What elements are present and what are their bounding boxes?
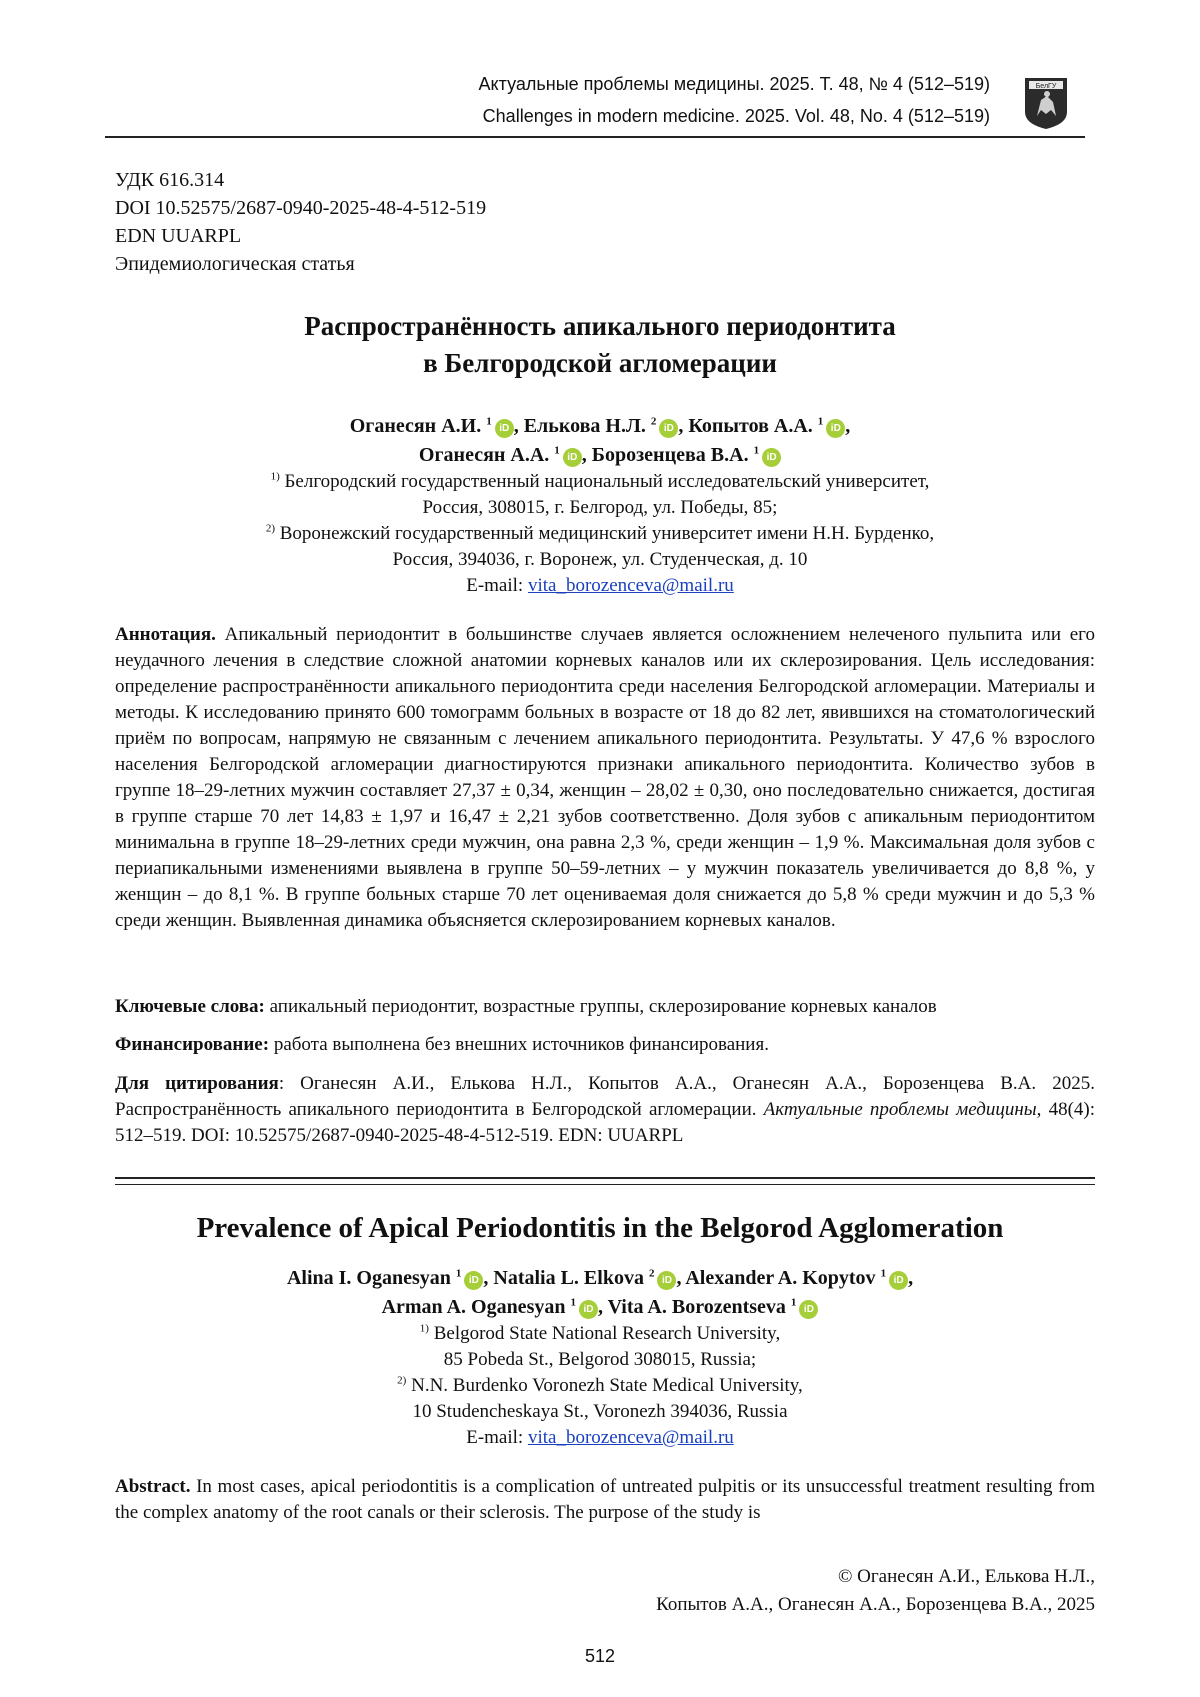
author-name: Оганесян А.И.: [349, 415, 482, 437]
citation-text: : Оганесян А.И., Елькова Н.Л., Копытов А.А., Оганесян А.А., Борозенцева В.А. 2025. Распространённость апикального периодонтита в Белгородской агломерации.: [115, 1073, 1095, 1120]
author-name: Natalia L. Elkova: [493, 1267, 644, 1289]
authors-en: [0, 1264, 1200, 1322]
affiliation-1: Belgorod State National Research University,: [433, 1323, 781, 1344]
abstract-ru: [115, 622, 1095, 934]
author-name: Оганесян А.А.: [418, 444, 550, 466]
author-name: Vita A. Borozentseva: [607, 1296, 786, 1318]
email-label: E-mail:: [466, 575, 524, 596]
orcid-icon[interactable]: iD: [659, 419, 678, 438]
orcid-icon[interactable]: iD: [762, 448, 781, 467]
author-sup: 1: [554, 444, 560, 457]
author-sup: 1: [753, 444, 760, 457]
affiliation-1: Белгородский государственный национальный исследовательский университет,: [284, 471, 930, 492]
abstract-ru-label: Аннотация.: [115, 624, 216, 645]
journal-header-ru: Актуальные проблемы медицины. 2025. Т. 48, № 4 (512–519): [478, 74, 990, 94]
affiliation-2: N.N. Burdenko Voronezh State Medical University,: [411, 1375, 803, 1396]
authors-en-line2: Arman A. Oganesyan $^1$iD , Vita A. Borozentseva $^1$iD: [0, 1293, 1200, 1322]
funding-ru: [115, 1032, 1095, 1058]
abstract-en-label: Abstract.: [115, 1476, 191, 1497]
author-sup: 2: [648, 1267, 655, 1280]
author-sup: 1: [570, 1296, 576, 1309]
orcid-icon[interactable]: iD: [826, 419, 845, 438]
title-en: Prevalence of Apical Periodontitis in the Belgorod Agglomeration: [196, 1212, 1004, 1244]
title-ru: [0, 308, 1200, 382]
keywords-text: апикальный периодонтит, возрастные группы, склерозирование корневых каналов: [269, 996, 937, 1017]
authors-ru-line2: Оганесян А.А. $^1$iD , Борозенцева В.А. $^1$iD: [0, 441, 1200, 470]
affiliation-2-address: Россия, 394036, г. Воронеж, ул. Студенческая, д. 10: [392, 549, 808, 570]
citation-ru: [115, 1071, 1095, 1149]
udk: УДК 616.314: [115, 169, 225, 191]
authors-ru: [0, 412, 1200, 470]
copyright-line2: Копытов А.А., Оганесян А.А., Борозенцева В.А., 2025: [656, 1594, 1095, 1615]
aff-sup: 1): [270, 470, 280, 483]
edn: EDN UUARPL: [115, 225, 242, 247]
copyright-line1: © Оганесян А.И., Елькова Н.Л.,: [837, 1566, 1095, 1587]
funding-text: работа выполнена без внешних источников финансирования.: [273, 1034, 769, 1055]
author-sup: 1: [790, 1296, 797, 1309]
author-name: Arman A. Oganesyan: [381, 1296, 566, 1318]
author-sup: 1: [455, 1267, 462, 1280]
author-sup: 1: [880, 1267, 887, 1280]
affiliations-ru: [0, 469, 1200, 599]
author-sup: 1: [486, 415, 492, 428]
orcid-icon[interactable]: iD: [464, 1271, 483, 1290]
citation-journal: Актуальные проблемы медицины: [763, 1099, 1037, 1120]
abstract-ru-text: Апикальный периодонтит в большинстве случаев является осложнением нелеченого пульпита или его неудачного лечения в следствие сложной анатомии корневых каналов или их склерозирования. Цель исследования: определение распространённости апикального периодонтита среди населения Белгородской агломерации. Материалы и методы. К исследованию принято 600 томограмм больных в возрасте от 18 до 82 лет, явившихся на стоматологический приём по вопросам, напрямую не связанным с лечением апикального периодонтита. Результаты. У 47,6 % взрослого населения Белгородской агломерации диагностируются признаки апикального периодонтита. Количество зубов в группе 18–29-летних мужчин составляет 27,37 ± 0,34, женщин – 28,02 ± 0,30, оно последовательно снижается, достигая в группе старше 70 лет 14,83 ± 1,97 и 16,47 ± 2,21 зубов соответственно. Доля зубов с апикальным периодонтитом минимальна в группе 18–29-летних среди мужчин, она равна 2,3 %, среди женщин – 1,9 %. Максимальная доля зубов с периапикальными изменениями выявлена в группе 50–59-летних – у мужчин показатель увеличивается до 8,8 %, у женщин – до 8,1 %. В группе больных старше 70 лет оцениваемая доля снижается до 5,8 % среди мужчин и до 5,3 % среди женщин. Выявленная динамика объясняется склерозированием корневых каналов.: [115, 624, 1095, 931]
abstract-en-text: In most cases, apical periodontitis is a complication of untreated pulpitis or its unsuccessful treatment resulting from the complex anatomy of the root canals or their sclerosis. The purpose of the study is: [115, 1476, 1096, 1523]
orcid-icon[interactable]: iD: [657, 1271, 676, 1290]
author-name: Елькова Н.Л.: [523, 415, 646, 437]
logo-text: БелГУ: [1035, 83, 1057, 90]
title-ru-line2: в Белгородской агломерации: [423, 348, 777, 378]
citation-label: Для цитирования: [115, 1073, 279, 1094]
doi: DOI 10.52575/2687-0940-2025-48-4-512-519: [115, 197, 487, 219]
copyright: [656, 1563, 1095, 1619]
author-name: Борозенцева В.А.: [591, 444, 749, 466]
affiliation-1-address: Россия, 308015, г. Белгород, ул. Победы, 85;: [422, 497, 778, 518]
affiliation-1-address: 85 Pobeda St., Belgorod 308015, Russia;: [443, 1349, 757, 1370]
affiliations-en: [0, 1321, 1200, 1451]
keywords-label: Ключевые слова:: [115, 996, 265, 1017]
affiliation-2-address: 10 Studencheskaya St., Voronezh 394036, Russia: [412, 1401, 788, 1422]
keywords-ru: [115, 994, 1095, 1020]
section-divider: [115, 1177, 1095, 1185]
orcid-icon[interactable]: iD: [799, 1300, 818, 1319]
author-name: Копытов А.А.: [688, 415, 813, 437]
authors-ru-line1: Оганесян А.И. $^1$iD , Елькова Н.Л. $^2$iD , Копытов А.А. $^1$iD ,: [349, 415, 851, 437]
orcid-icon[interactable]: iD: [579, 1300, 598, 1319]
aff-sup: 2): [265, 522, 275, 535]
article-meta: [115, 166, 486, 278]
page-number: 512: [584, 1646, 616, 1666]
author-name: Alina I. Oganesyan: [286, 1267, 451, 1289]
author-name: Alexander A. Kopytov: [685, 1267, 876, 1289]
affiliation-2: Воронежский государственный медицинский университет имени Н.Н. Бурденко,: [279, 523, 935, 544]
journal-header-en: Challenges in modern medicine. 2025. Vol. 48, No. 4 (512–519): [482, 106, 990, 126]
email-link[interactable]: vita_borozenceva@mail.ru: [527, 1427, 734, 1448]
university-logo: [1023, 76, 1069, 130]
title-ru-line1: Распространённость апикального периодонтита: [304, 311, 896, 341]
author-sup: 2: [650, 415, 657, 428]
article-type: Эпидемиологическая статья: [115, 253, 355, 275]
citation-text-end: , 48(4): 512–519. DOI: 10.52575/2687-0940-2025-48-4-512-519. EDN: UUARPL: [115, 1099, 1095, 1146]
orcid-icon[interactable]: iD: [889, 1271, 908, 1290]
orcid-icon[interactable]: iD: [563, 448, 582, 467]
author-sup: 1: [817, 415, 824, 428]
header-rule: [105, 136, 1085, 138]
abstract-en: [115, 1474, 1095, 1526]
email-label: E-mail:: [466, 1427, 524, 1448]
aff-sup: 1): [419, 1322, 429, 1335]
orcid-icon[interactable]: iD: [495, 419, 514, 438]
authors-en-line1: Alina I. Oganesyan $^1$iD , Natalia L. Elkova $^2$iD , Alexander A. Kopytov $^1$iD ,: [286, 1267, 914, 1289]
aff-sup: 2): [397, 1374, 407, 1387]
funding-label: Финансирование:: [115, 1034, 270, 1055]
email-link[interactable]: vita_borozenceva@mail.ru: [527, 575, 734, 596]
